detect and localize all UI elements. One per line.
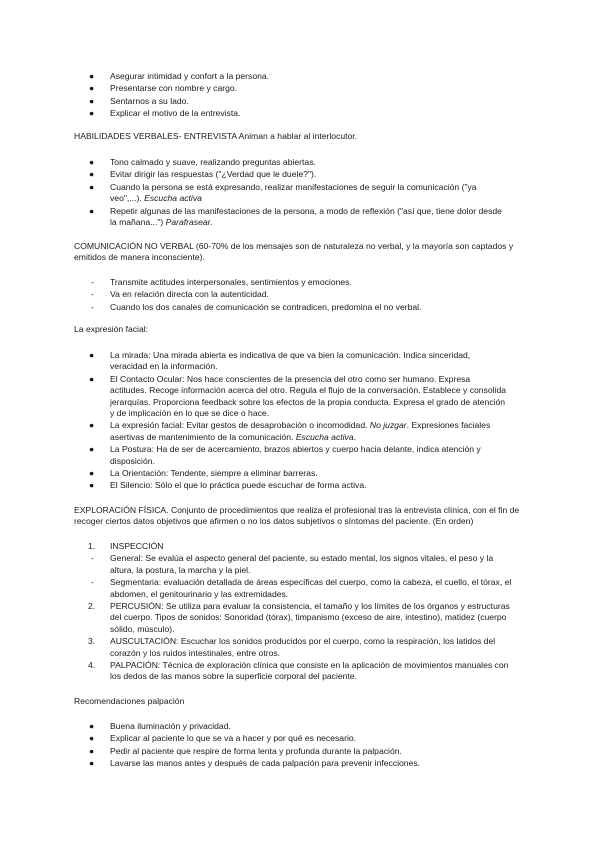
- list-item: ● Pedir al paciente que respire de forma lenta y profunda durante la palpación.: [89, 745, 402, 756]
- list-item: ● Evitar dirigir las respuestas ("¿Verdad que le duele?").: [89, 169, 317, 180]
- list-item: ● Sentarnos a su lado.: [89, 95, 189, 106]
- dash-marker: -: [91, 289, 94, 300]
- intro-list: [0, 71, 600, 121]
- section-heading-habilidades: HABILIDADES VERBALES- ENTREVISTA Animan a hablar al interlocutor.: [74, 131, 358, 141]
- paragraph-exploracion: EXPLORACIÓN FÍSICA. Conjunto de procedimientos que realiza el profesional tras la entrevista clínica, con el fin de recoger ciertos datos objetivos que afirmen o no los datos subjetivos o síntomas del paciente. (En orden): [74, 505, 520, 527]
- bullet-icon: ●: [89, 83, 95, 94]
- section-heading-palpacion: Recomendaciones palpación: [74, 696, 185, 706]
- list-item: ● Cuando la persona se está expresando, realizar manifestaciones de seguir la comunicación ("ya veo",...). Escucha activa: [89, 181, 477, 204]
- list-item: ● La expresión facial: Evitar gestos de desaprobación o incomodidad. No juzgar. Expresiones faciales asertivas de mantenimiento de la comunicación. Escucha activa.: [89, 420, 491, 442]
- list-item: ● Presentarse con nombre y cargo.: [89, 83, 238, 94]
- list-item: ● Repetir algunas de las manifestaciones de la persona, a modo de reflexión ("así que, tiene dolor desde la mañana...") Parafrasear.: [89, 205, 502, 228]
- bullet-icon: ●: [89, 350, 95, 360]
- paragraph-no-verbal: COMUNICACIÓN NO VERBAL (60-70% de los mensajes son de naturaleza no verbal, y la mayoría son captados y emitidos de manera inconsciente).: [74, 241, 514, 263]
- list-item: - General: Se evalúa el aspecto general del paciente, su estado mental, los signos vitales, el peso y la altura, la postura, la marcha y la piel.: [91, 553, 494, 575]
- bullet-icon: ●: [89, 108, 95, 119]
- bullet-icon: ●: [89, 157, 95, 167]
- list-item: - Segmentaria: evaluación detallada de áreas específicas del cuerpo, como la cabeza, el cuello, el tórax, el abdomen, el genitourinario y las extremidades.: [91, 577, 512, 599]
- list-item: ● La Orientación: Tendente, siempre a eliminar barreras.: [89, 468, 318, 479]
- no-verbal-list: [0, 277, 600, 314]
- list-item: 1. INSPECCIÓN: [88, 541, 164, 551]
- list-item: ● La mirada: Una mirada abierta es indicativa de que va bien la comunicación. Indica sinceridad, veracidad en la información.: [89, 350, 471, 372]
- bullet-icon: ●: [89, 468, 95, 479]
- bullet-icon: ●: [89, 71, 95, 81]
- list-item: - Transmite actitudes interpersonales, sentimientos y emociones.: [91, 277, 352, 287]
- bullet-icon: ●: [89, 169, 95, 180]
- bullet-icon: ●: [89, 420, 95, 431]
- list-item: ● Explicar el motivo de la entrevista.: [89, 108, 241, 119]
- list-item: - Va en relación directa con la autenticidad.: [91, 289, 269, 300]
- bullet-icon: ●: [89, 480, 95, 491]
- bullet-icon: ●: [89, 373, 95, 384]
- bullet-icon: ●: [89, 95, 95, 106]
- bullet-icon: ●: [89, 181, 95, 192]
- bullet-icon: ●: [89, 733, 95, 744]
- expresion-facial-list: [0, 350, 600, 493]
- list-item: ● Tono calmado y suave, realizando preguntas abiertas.: [89, 157, 316, 167]
- list-item: - Cuando los dos canales de comunicación se contradicen, predomina el no verbal.: [91, 301, 422, 312]
- list-item: 2. PERCUSIÓN: Se utiliza para evaluar la consistencia, el tamaño y los límites de los órganos y estructuras del cuerpo. Tipos de sonidos: Sonoridad (tórax), timpanismo (exceso de aire, intestino), matidez (cuerpo sólido, músculo).: [88, 601, 510, 634]
- habilidades-list: [0, 157, 600, 229]
- bullet-icon: ●: [89, 205, 95, 216]
- bullet-icon: ●: [89, 721, 95, 731]
- list-item: ● La Postura: Ha de ser de acercamiento, brazos abiertos y cuerpo hacia delante, indica atención y disposición.: [89, 444, 481, 466]
- list-item: 4. PALPACIÓN: Técnica de exploración clínica que consiste en la aplicación de movimientos manuales con los dedos de las manos sobre la superficie corporal del paciente.: [88, 660, 509, 682]
- list-item: ● Buena iluminación y privacidad.: [89, 721, 231, 731]
- bullet-icon: ●: [89, 758, 95, 769]
- list-item: ● El Silencio: Sólo el que lo práctica puede escuchar de forma activa.: [89, 480, 367, 491]
- list-item: ● Explicar al paciente lo que se va a hacer y por qué es necesario.: [89, 733, 357, 744]
- list-item: ● Asegurar intimidad y confort a la persona.: [89, 71, 270, 81]
- bullet-icon: ●: [89, 444, 95, 455]
- exploracion-steps: [0, 541, 600, 684]
- section-heading-expresion-facial: La expresión facial:: [74, 324, 149, 334]
- list-item: ● Lavarse las manos antes y después de cada palpación para prevenir infecciones.: [89, 758, 421, 769]
- list-item: 3. AUSCULTACIÓN: Escuchar los sonidos producidos por el cuerpo, como la respiración, los latidos del corazón y los ruidos intestinales, entre otros.: [88, 636, 496, 658]
- dash-marker: -: [91, 553, 94, 564]
- list-item: ● El Contacto Ocular: Nos hace conscientes de la presencia del otro como ser humano. Expresa actitudes. Recoge información acerca del otro. Regula el flujo de la conversación. Establece y consolida jerarquías. Proporciona feedback sobre los efectos de la propia conducta. Expresa el grado de atención y de implicación en lo que se dice o hace.: [89, 373, 507, 419]
- dash-marker: -: [91, 577, 94, 588]
- dash-marker: -: [91, 301, 94, 312]
- palpacion-list: [0, 721, 600, 771]
- dash-marker: -: [91, 277, 94, 287]
- bullet-icon: ●: [89, 745, 95, 756]
